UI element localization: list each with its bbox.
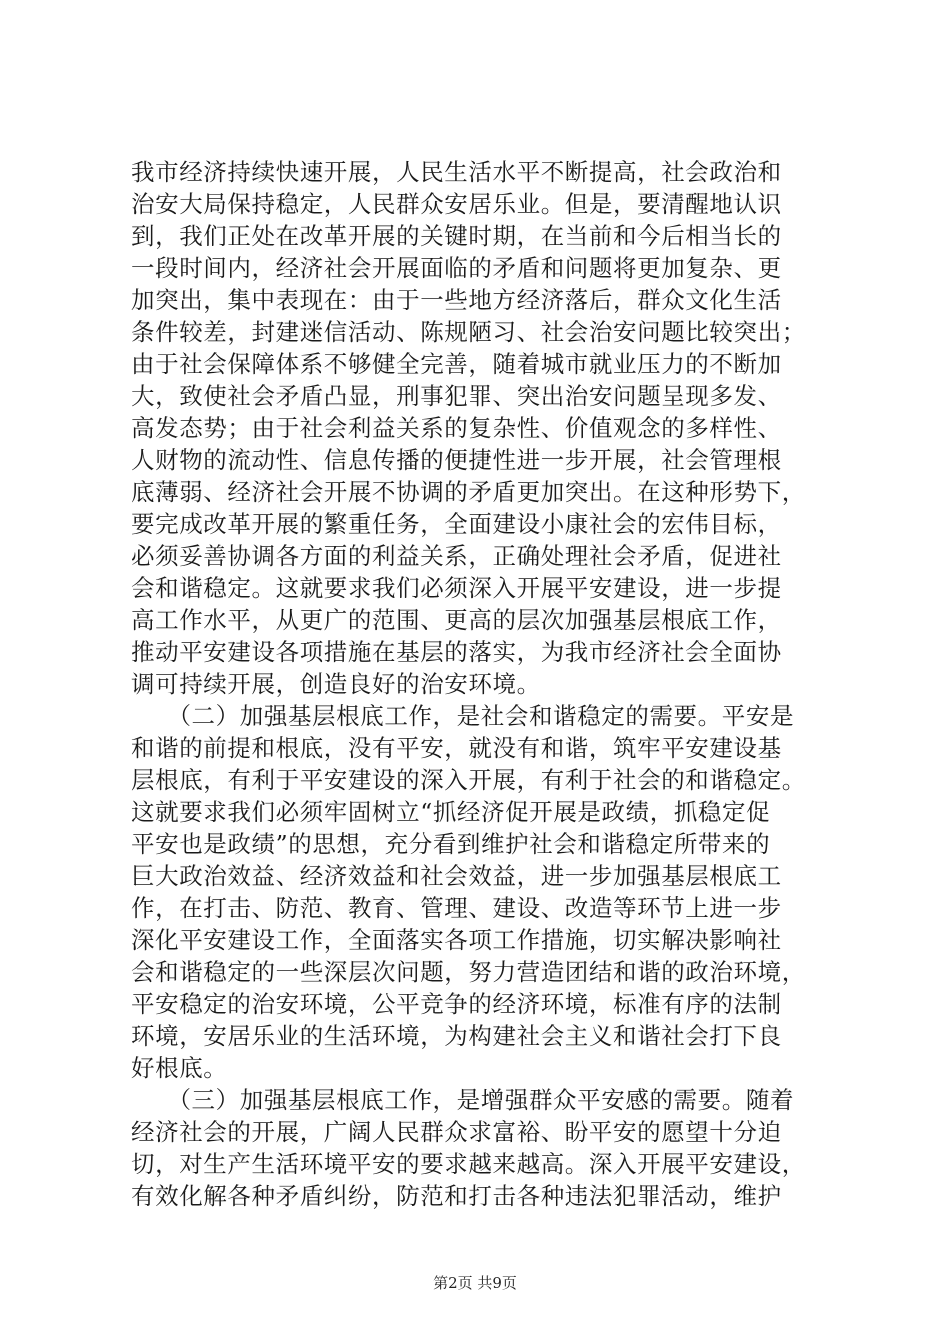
text-line: 要完成改革开展的繁重任务，全面建设小康社会的宏伟目标， <box>131 510 782 538</box>
text-line: 治安大局保持稳定，人民群众安居乐业。但是，要清醒地认识 <box>131 190 782 218</box>
text-line: 高工作水平，从更广的范围、更高的层次加强基层根底工作， <box>131 606 782 634</box>
text-line: 高发态势；由于社会利益关系的复杂性、价值观念的多样性、 <box>131 414 782 442</box>
text-line: 加突出，集中表现在：由于一些地方经济落后，群众文化生活 <box>131 286 782 314</box>
text-line: 巨大政治效益、经济效益和社会效益，进一步加强基层根底工 <box>131 862 782 890</box>
text-line: 由于社会保障体系不够健全完善，随着城市就业压力的不断加 <box>131 350 782 378</box>
text-line: 大，致使社会矛盾凸显，刑事犯罪、突出治安问题呈现多发、 <box>131 382 782 410</box>
text-line: 条件较差，封建迷信活动、陈规陋习、社会治安问题比较突出； <box>131 318 806 346</box>
body-text <box>131 156 831 1212</box>
text-line: 人财物的流动性、信息传播的便捷性进一步开展，社会管理根 <box>131 446 782 474</box>
text-line: 有效化解各种矛盾纠纷，防范和打击各种违法犯罪活动，维护 <box>131 1182 782 1210</box>
text-line: （三）加强基层根底工作，是增强群众平安感的需要。随着 <box>131 1086 795 1114</box>
text-line: 一段时间内，经济社会开展面临的矛盾和问题将更加复杂、更 <box>131 254 782 282</box>
text-line: 这就要求我们必须牢固树立“抓经济促开展是政绩，抓稳定促 <box>131 798 771 826</box>
text-line: 会和谐稳定的一些深层次问题，努力营造团结和谐的政治环境， <box>131 958 806 986</box>
text-line: 我市经济持续快速开展，人民生活水平不断提高，社会政治和 <box>131 158 782 186</box>
text-line: 切，对生产生活环境平安的要求越来越高。深入开展平安建设， <box>131 1150 806 1178</box>
text-line: 层根底，有利于平安建设的深入开展，有利于社会的和谐稳定。 <box>131 766 806 794</box>
text-line: 环境，安居乐业的生活环境，为构建社会主义和谐社会打下良 <box>131 1022 782 1050</box>
text-line: 平安也是政绩”的思想，充分看到维护社会和谐稳定所带来的 <box>131 830 771 858</box>
text-line: 深化平安建设工作，全面落实各项工作措施，切实解决影响社 <box>131 926 782 954</box>
text-line: 必须妥善协调各方面的利益关系，正确处理社会矛盾，促进社 <box>131 542 782 570</box>
text-line: 经济社会的开展，广阔人民群众求富裕、盼平安的愿望十分迫 <box>131 1118 782 1146</box>
text-line: 平安稳定的治安环境，公平竞争的经济环境，标准有序的法制 <box>131 990 782 1018</box>
text-line: 会和谐稳定。这就要求我们必须深入开展平安建设，进一步提 <box>131 574 782 602</box>
text-line: 作，在打击、防范、教育、管理、建设、改造等环节上进一步 <box>131 894 782 922</box>
text-line: 调可持续开展，创造良好的治安环境。 <box>131 670 541 698</box>
text-line: 推动平安建设各项措施在基层的落实，为我市经济社会全面协 <box>131 638 782 666</box>
text-line: （二）加强基层根底工作，是社会和谐稳定的需要。平安是 <box>131 702 795 730</box>
text-line: 好根底。 <box>131 1054 228 1082</box>
text-line: 底薄弱、经济社会开展不协调的矛盾更加突出。在这种形势下， <box>131 478 806 506</box>
page-footer: 第2页 共9页 <box>433 1274 517 1292</box>
text-line: 和谐的前提和根底，没有平安，就没有和谐，筑牢平安建设基 <box>131 734 782 762</box>
text-line: 到，我们正处在改革开展的关键时期，在当前和今后相当长的 <box>131 222 782 250</box>
